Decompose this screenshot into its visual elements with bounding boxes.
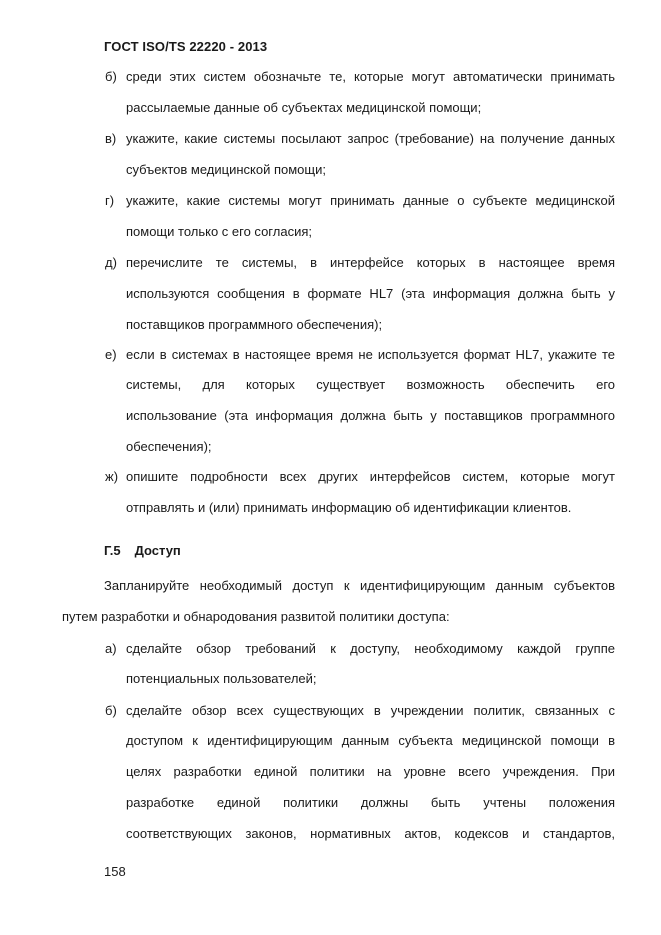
list-item-line: сделайте обзор требований к доступу, необходимому каждой группе xyxy=(126,641,615,656)
paragraph-line: путем разработки и обнародования развитой политики доступа: xyxy=(62,609,450,624)
list-item-line: разработке единой политики должны быть учтены положения xyxy=(126,795,615,810)
list-item-line: перечислите те системы, в интерфейсе которых в настоящее время xyxy=(126,255,615,270)
list-item-marker: б) xyxy=(105,69,117,84)
list-item-line: укажите, какие системы могут принимать данные о субъекте медицинской xyxy=(126,193,615,208)
paragraph-line: Запланируйте необходимый доступ к идентифицирующим данным субъектов xyxy=(104,578,615,593)
list-item-line: используются сообщения в формате HL7 (эта информация должна быть у xyxy=(126,286,615,301)
list-item-line: рассылаемые данные об субъектах медицинской помощи; xyxy=(126,100,482,115)
list-item-line: соответствующих законов, нормативных актов, кодексов и стандартов, xyxy=(126,826,615,841)
section-number: Г.5 xyxy=(104,543,121,558)
list-item-marker: е) xyxy=(105,347,117,362)
list-item-marker: в) xyxy=(105,131,117,146)
list-item-line: отправлять и (или) принимать информацию об идентификации клиентов. xyxy=(126,500,572,515)
list-item-line: системы, для которых существует возможность обеспечить его xyxy=(126,377,615,392)
list-item-marker: ж) xyxy=(105,469,119,484)
section-title: Доступ xyxy=(134,543,181,558)
list-item-line: обеспечения); xyxy=(126,439,212,454)
list-item-marker: б) xyxy=(105,703,117,718)
list-item-line: субъектов медицинской помощи; xyxy=(126,162,326,177)
list-item-marker: г) xyxy=(105,193,115,208)
section-heading xyxy=(104,543,181,558)
page-number: 158 xyxy=(104,864,126,879)
list-item-line: потенциальных пользователей; xyxy=(126,671,317,686)
list-item-line: целях разработки единой политики на уровне всего учреждения. При xyxy=(126,764,615,779)
list-item-line: поставщиков программного обеспечения); xyxy=(126,317,383,332)
document-header: ГОСТ ISO/TS 22220 - 2013 xyxy=(104,39,268,54)
list-item-line: использование (эта информация должна быть у поставщиков программного xyxy=(126,408,615,423)
list-item-line: если в системах в настоящее время не используется формат HL7, укажите те xyxy=(126,347,615,362)
list-item-line: укажите, какие системы посылают запрос (требование) на получение данных xyxy=(126,131,615,146)
list-item-line: доступом к идентифицирующим данным субъекта медицинской помощи в xyxy=(126,733,615,748)
list-item-marker: д) xyxy=(105,255,117,270)
list-item-marker: а) xyxy=(105,641,117,656)
list-item-line: опишите подробности всех других интерфейсов систем, которые могут xyxy=(126,469,615,484)
list-item-line: сделайте обзор всех существующих в учреждении политик, связанных с xyxy=(126,703,615,718)
list-item-line: среди этих систем обозначьте те, которые могут автоматически принимать xyxy=(126,69,615,84)
list-item-line: помощи только с его согласия; xyxy=(126,224,312,239)
